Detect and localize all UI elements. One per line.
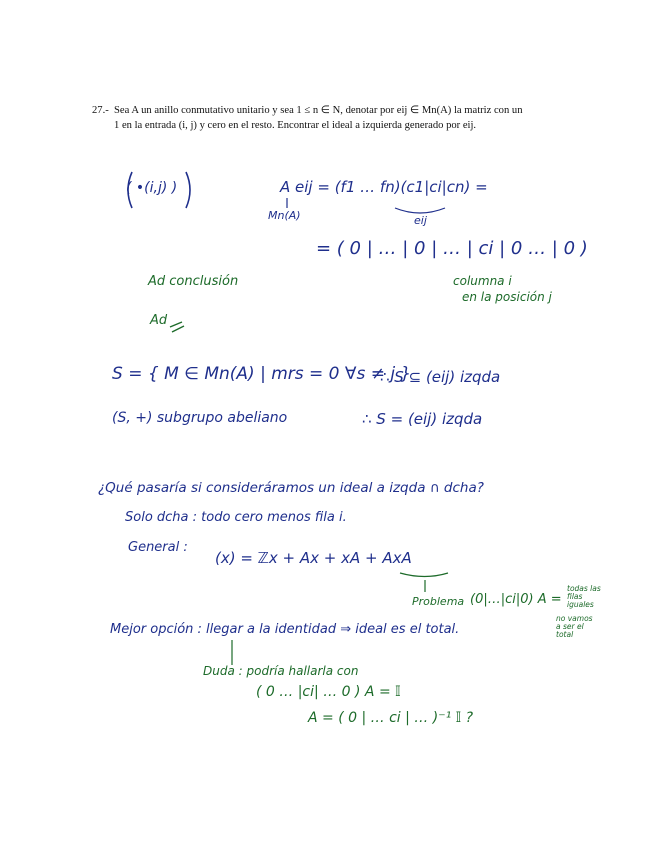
s-group: (S, +) subgrupo abeliano [112,410,288,426]
eij-label: eij [414,214,427,227]
columna-note: columna i [453,274,512,288]
general-label: General : [128,540,188,555]
duda-eq1: ( 0 … |ci| … 0 ) A = 𝕀 [256,684,401,700]
problem-text: Sea A un anillo conmutativo unitario y sea 1 ≤ n ∈ N, denotar por eij ∈ Mn(A) la matriz con un 1 en la entrada (i, j) y cero en el resto. Encontrar el ideal a izquierda generado por eij. [114,105,523,131]
side-note-total: no vamos a ser el total [556,614,593,639]
problema-eq: (0|…|ci|0) A = [470,592,562,607]
paren-ij: ( •(i,j) ) [126,180,178,196]
s-subset: ∴ S ⊆ (eij) izqda [380,368,501,386]
solo-derecha: Solo dcha : todo cero menos fila i. [125,510,347,525]
eq-row: = ( 0 | … | 0 | … | ci | 0 … | 0 ) [316,238,588,259]
problema-label: Problema [412,595,465,608]
problem-number: 27.- [92,105,109,116]
s-equal: ∴ S = (eij) izqda [362,410,483,428]
ad-label: Ad [150,313,168,328]
s-definition: S = { M ∈ Mn(A) | mrs = 0 ∀s ≠ j } [112,364,412,384]
eq-aeij: A eij = (f1 … fn)(c1|ci|cn) = [280,178,488,196]
question-title: ¿Qué pasaría si consideráramos un ideal a izqda ∩ dcha? [98,480,484,496]
mn-label: Mn(A) [268,209,301,222]
side-note-filas: todas las filas iguales [567,584,601,609]
ad-conclusion: Ad conclusión [148,274,239,289]
general-equation: (x) = ℤx + Ax + xA + AxA [215,549,412,567]
mejor-opcion: Mejor opción : llegar a la identidad ⇒ ideal es el total. [110,622,460,637]
posicion-note: en la posición j [462,290,552,304]
duda-eq2: A = ( 0 | … ci | … )⁻¹ 𝕀 ? [308,710,474,726]
duda-text: Duda : podría hallarla con [203,664,359,678]
